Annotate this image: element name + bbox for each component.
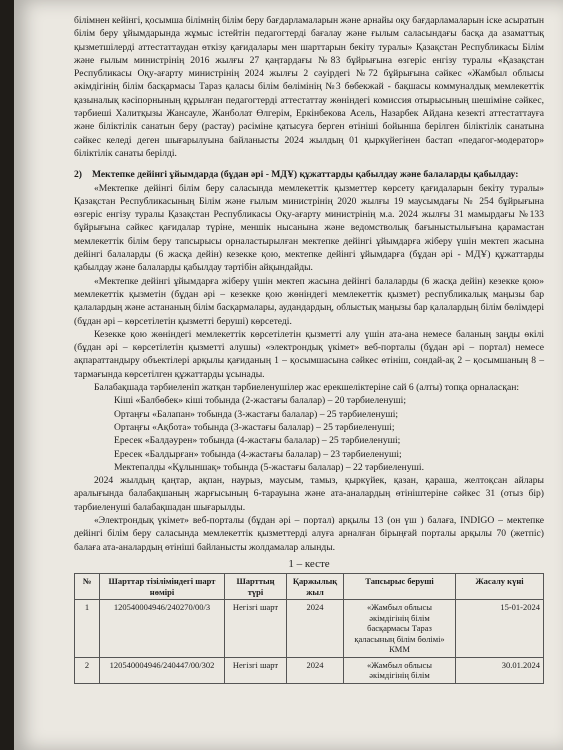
table-cell: 2024 xyxy=(287,657,344,683)
table-cell: 15-01-2024 xyxy=(456,600,544,658)
table-cell: 1 xyxy=(75,600,100,658)
table-row xyxy=(75,657,544,683)
paragraph: 2024 жылдың қаңтар, ақпан, наурыз, маусым, тамыз, қыркүйек, қазан, қараша, желтоқсан айлары аралығында балабақшаның жарғысының 6-тарауына және ата-аналардың өтініштеріне сәйкес 31 (отыз бір) тәрбиеленуші балабақшадан шығарылды. xyxy=(74,475,544,513)
group-list-item: Ересек «Балдырған» тобында (4-жастағы балалар) – 23 тәрбиеленуші; xyxy=(114,448,402,460)
table-header-cell: Қаржылық жыл xyxy=(287,574,344,600)
table-cell: Негізгі шарт xyxy=(225,600,287,658)
table-header-cell: Шарттың түрі xyxy=(225,574,287,600)
table-cell: Негізгі шарт xyxy=(225,657,287,683)
paragraph: «Электрондық үкімет» веб-порталы (бұдан әрі – портал) арқылы 13 (он үш ) балаға, INDIGO – мектепке дейінгі білім беру саласында мемлекеттік қызметтерді алуға арналған бірыңғай порталы арқылы 70 (жетпіс) балаға ата-аналардың өтініші байланысты жолдамалар алынды. xyxy=(74,514,544,553)
contracts-table xyxy=(74,573,544,684)
paragraph: Балабақшада тәрбиеленіп жатқан тәрбиеленушілер жас ерекшеліктеріне сай 6 (алты) топқа орналасқан: xyxy=(94,382,520,394)
document-body xyxy=(74,14,544,684)
group-list-item: Кіші «Балбөбек» кіші тобында (2-жастағы балалар) – 20 тәрбиеленуші; xyxy=(114,395,407,407)
section-title: Мектепке дейінгі ұйымдарда (бұдан әрі - МДҰ) құжаттарды қабылдау және балаларды қабылдау: xyxy=(92,169,519,181)
group-list-item: Ортаңғы «Балапан» тобында (3-жастағы балалар) – 25 тәрбиеленуші; xyxy=(114,408,399,420)
group-list-item: Ересек «Балдәурен» тобында (4-жастағы балалар) – 25 тәрбиеленуші; xyxy=(114,435,401,447)
group-list-item: Ортаңғы «Ақбота» тобында (3-жастағы балалар) – 25 тәрбиеленуші; xyxy=(114,421,395,433)
table-header-cell: № xyxy=(75,574,100,600)
table-cell: 120540004946/240270/00/3 xyxy=(100,600,225,658)
paragraph: Кезекке қою жөніндегі мемлекеттік көрсетілетін қызметті алу үшін ата-ана немесе баланың заңды өкілі (бұдан әрі – көрсетілетін қызметті алушы) «электрондық үкімет» веб-порталы (бұдан әрі – портал) немесе ақпараттандыру объектілері арқылы қағиданың 1 – қосымшасына сәйкес өтініш, сондай-ақ 2 – қосымшаның 8 – тармағында көрсетілген құжаттарды ұсынады. xyxy=(74,328,544,380)
table-header-row xyxy=(75,574,544,600)
document-page xyxy=(14,0,563,750)
table-cell: 2024 xyxy=(287,600,344,658)
table-row xyxy=(75,600,544,658)
table-header-cell: Жасалу күні xyxy=(456,574,544,600)
table-cell: «Жамбыл облысы әкімдігінің білім xyxy=(344,657,456,683)
paragraph: «Мектепке дейінгі білім беру саласында мемлекеттік қызметтер көрсету қағидаларын бекіту туралы» Қазақстан Республикасының Білім және ғылым министрінің 2020 жылғы 19 маусымдағы № 254 бұйрығына өзгеріс енгізу туралы Қазақстан Республикасы Оқу-ағарту министрінің м.а. 2024 жылғы 31 мамырдағы №133 бұйрығына сәйкес қағидалар түріне, меншік нысанына және ведомстволық бағыныстылығына қарамастан мемлекеттік білім беру тапсырысы орналастырылған мектепке дейінгі ұйымдарға жіберу үшін мектеп жасына дейінгі балаларды (6 жасқа дейін) кезекке қою, мектепке дейінгі ұйымдарға (бұдан әрі - МДҰ) құжаттарды қабылдау және балаларды қабылдау тәртібін айқындайды. xyxy=(74,182,544,274)
section-number: 2) xyxy=(74,169,82,181)
table-caption: 1 – кесте xyxy=(288,557,330,570)
table-cell: 120540004946/240447/00/302 xyxy=(100,657,225,683)
table-cell: «Жамбыл облысы әкімдігінің білім басқармасы Тараз қаласының білім бөлімі» КММ xyxy=(344,600,456,658)
table-cell: 30.01.2024 xyxy=(456,657,544,683)
intro-paragraph: білімнен кейінгі, қосымша білімнің білім беру бағдарламаларын және арнайы оқу бағдарламаларын іске асыратын білім беру ұйымдарында жұмыс істейтін педагогтерді бағалау және ғылым саласындағы басқа да азаматтық қызметшілерді аттестаттаудан өткізу қағидалары мен шарттарын бекіту туралы» Қазақстан Республикасы Білім және ғылым министрінің 2016 жылғы 27 қаңтардағы №83 бұйрығына өзгеріс енгізу туралы «Қазақстан Республикасы Оқу-ағарту министрінің 2024 жылғы 2 сәуірдегі №72 бұйрығына сәйкес «Жамбыл облысы әкімдігінің білім басқармасы Тараз қаласы білім бөлімінің №3 бөбекжай - бақшасы коммуналдық мемлекеттік қазыналық кәсіпорнының құрылған педагогтерді аттестаттау жөніндегі комиссия отырысының шешіміне сәйкес, тәрбиеші Халитқызы Жансауле, Жанболат Өлгерім, Еркінбекова Асель, Назарбек Айдана кезекті аттестаттауға және біліктілік санатын беру (растау) рәсіміне қатысуға берген өтініші бойынша берілген біліктілік санатына сәйкес келеді деген шығарылуына байланысты 2024 жылдың 01 қыркүйегінен бастап «педагог-модератор» біліктілік санаты берілді. xyxy=(74,15,544,159)
table-header-cell: Тапсырыс беруші xyxy=(344,574,456,600)
group-list-item: Мектепалды «Құлыншақ» тобында (5-жастағы балалар) – 22 тәрбиеленуші. xyxy=(114,461,424,473)
table-cell: 2 xyxy=(75,657,100,683)
table-header-cell: Шарттар тізіліміндегі шарт нөмірі xyxy=(100,574,225,600)
section-heading xyxy=(74,168,544,181)
group-list xyxy=(74,394,544,474)
paragraph: «Мектепке дейінгі ұйымдарға жіберу үшін мектеп жасына дейінгі балаларды (6 жасқа дейін) кезекке қою» мемлекеттік қызметін (бұдан әрі – кезекке қою жөніндегі мемлекеттік қызмет) республикалық маңызы бар қалалардың және астананың білім басқармалары, аудандардың, облыстық маңызы бар қалалардың білім бөлімдері (бұдан әрі – көрсетілетін қызметті беруші) көрсетеді. xyxy=(74,275,544,327)
